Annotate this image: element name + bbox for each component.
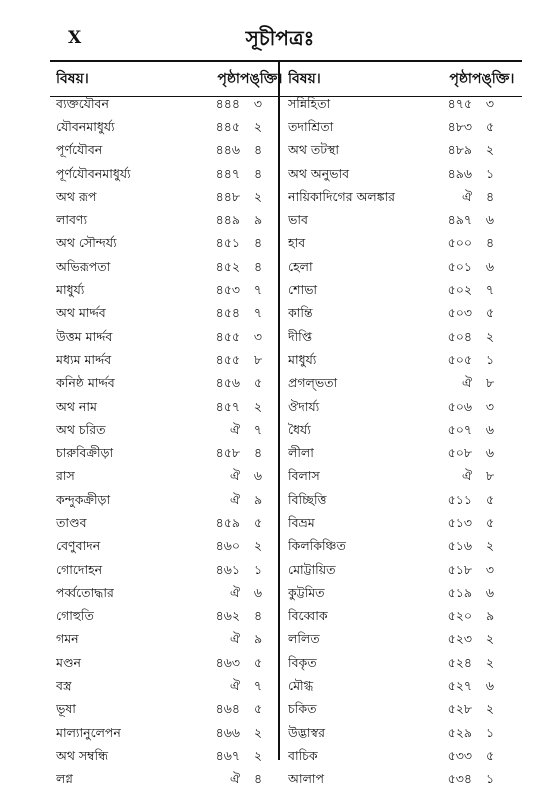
index-entry [288,187,512,210]
entry-line: ২ [253,747,263,763]
index-entry [56,234,280,257]
entry-subject: মণ্ডন [56,654,82,670]
entry-line: ২ [485,328,495,344]
entry-subject: ঔদার্য্য [288,398,320,414]
entry-subject: কনিষ্ঠ মার্দ্দব [56,375,115,391]
index-entry [288,490,512,513]
entry-subject: গমন [56,631,79,647]
entry-subject: রাস [56,468,75,484]
entry-page: ৪৫৫ [215,351,240,367]
entry-page: ৪৮৯ [447,142,472,158]
entry-subject: অথ অনুভাব [288,165,350,181]
entry-page: ৪৪৬ [215,142,240,158]
index-entry [288,537,512,560]
entry-page: ৪৫৬ [215,375,240,391]
entry-subject: লগ্ন [56,771,73,787]
page-title: সূচীপত্রঃ [245,26,315,50]
entry-line: ৭ [485,282,495,298]
entry-page: ৫০৬ [447,398,472,414]
entry-subject: বেণুবাদন [56,538,101,554]
index-entry [56,141,280,164]
entry-page: ৪৬৩ [215,654,240,670]
entry-line: ১ [485,165,495,181]
entry-page: ৫২৮ [447,701,472,717]
entry-line: ৯ [253,491,263,507]
entry-subject: কুট্টমিত [288,584,325,600]
entry-line: ২ [485,654,495,670]
entry-subject: শোভা [288,282,318,298]
entry-line: ৮ [485,468,495,484]
index-entry [56,187,280,210]
entry-page: ৪৮৩ [447,118,472,134]
entry-page: ৪৫৩ [215,282,240,298]
index-entry [56,653,280,676]
entry-page: ৪৪৪ [215,95,240,111]
entry-line: ৩ [253,328,263,344]
index-entry [288,513,512,536]
index-entry [56,676,280,699]
entry-page: ৫২৪ [447,654,472,670]
right-column [288,64,515,793]
entry-subject: ব্যক্তযৌবন [56,95,109,111]
entry-page: ৪৬১ [215,561,240,577]
entry-page: ৫১৬ [447,538,472,554]
entry-line: ৭ [253,305,263,321]
entry-page: ঐ [461,375,472,391]
entry-subject: সন্নিহিতা [288,95,331,111]
entry-line: ১ [485,724,495,740]
entry-subject: অথ সৌন্দর্য্য [56,235,117,251]
index-entry [288,141,512,164]
index-entry [56,700,280,723]
entry-subject: গোদোহন [56,561,103,577]
entry-page: ৫১৮ [447,561,472,577]
entry-line: ৪ [485,235,495,251]
entry-subject: মৌগ্ধ [288,678,314,694]
index-entry [288,770,512,793]
index-entry [56,513,280,536]
entry-page: ঐ [229,678,240,694]
entry-page: ৪৬৪ [215,701,240,717]
entry-subject: অথ তটস্থা [288,142,339,158]
entry-subject: উত্তম মার্দ্দব [56,328,113,344]
index-entry [56,374,280,397]
entry-subject: হাব [288,235,306,251]
entry-line: ৭ [253,421,263,437]
entry-page: ৪৫৫ [215,328,240,344]
index-entry [288,630,512,653]
index-entry [56,94,280,117]
entry-line: ৮ [253,351,263,367]
entry-page: ৪৫৭ [215,398,240,414]
entry-line: ৭ [253,282,263,298]
entry-line: ৬ [485,212,495,228]
entry-page: ৫১১ [447,491,472,507]
index-entry [288,467,512,490]
entry-line: ৫ [253,701,263,717]
entry-subject: চারুবিক্রীড়া [56,445,114,461]
entry-page: ৫৩৩ [447,747,472,763]
entry-page: ৪৪৮ [215,188,240,204]
subject-header: বিষয়। [56,71,89,87]
entry-line: ৫ [485,118,495,134]
entry-line: ২ [485,142,495,158]
entry-subject: যৌবনমাধুর্য্য [56,118,115,134]
index-entry [56,210,280,233]
entry-page: ৫০৫ [447,351,472,367]
entry-page: ঐ [229,771,240,787]
entry-line: ৯ [253,212,263,228]
index-entry [56,723,280,746]
index-entry [56,607,280,630]
left-entry-list [56,94,280,793]
line-header: পঙ্‌ক্তি। [240,71,283,87]
entry-subject: মাধুর্য্য [288,351,317,367]
entry-page: ৪৫৯ [215,514,240,530]
entry-page: ৫২০ [447,608,472,624]
entry-subject: বিব্বোক [288,608,328,624]
entry-subject: অথ চরিত [56,421,106,437]
entry-subject: অথ নাম [56,398,97,414]
entry-line: ২ [485,631,495,647]
entry-subject: তাণ্ডব [56,514,87,530]
column-header [56,64,283,94]
index-entry [288,280,512,303]
index-entry [56,304,280,327]
index-entry [56,420,280,443]
entry-line: ২ [253,398,263,414]
index-entry [288,746,512,769]
entry-line: ৫ [253,514,263,530]
page-header: পৃষ্ঠা [217,71,240,87]
entry-page: ৪৪৭ [215,165,240,181]
entry-subject: বিকৃত [288,654,317,670]
left-column [56,64,283,793]
entry-page: ৪৯৭ [447,212,472,228]
index-entry [288,350,512,373]
index-entry [56,443,280,466]
entry-line: ২ [485,538,495,554]
index-entry [56,560,280,583]
entry-subject: বিচ্ছিত্তি [288,491,327,507]
index-entry [56,537,280,560]
entry-subject: অথ মার্দ্দব [56,305,106,321]
entry-subject: উদ্ভাস্বর [288,724,326,740]
entry-subject: হেলা [288,258,313,274]
entry-page: ৪৭৫ [447,95,472,111]
entry-line: ৫ [253,375,263,391]
index-entry [56,350,280,373]
index-entry [56,490,280,513]
entry-line: ৪ [253,608,263,624]
index-entry [56,327,280,350]
entry-line: ৪ [253,258,263,274]
entry-line: ৪ [485,188,495,204]
entry-subject: অভিরূপতা [56,258,111,274]
entry-line: ৬ [253,584,263,600]
entry-line: ৬ [485,678,495,694]
index-entry [56,770,280,793]
entry-line: ৩ [485,398,495,414]
entry-page: ৫২৩ [447,631,472,647]
entry-line: ৪ [253,235,263,251]
entry-line: ২ [253,188,263,204]
entry-page: ঐ [461,468,472,484]
index-entry [288,397,512,420]
entry-page: ৪৬০ [215,538,240,554]
entry-page: ৫০১ [447,258,472,274]
index-entry [288,210,512,233]
entry-line: ১ [485,351,495,367]
entry-line: ৬ [485,421,495,437]
entry-line: ৮ [485,375,495,391]
index-entry [288,583,512,606]
entry-line: ৪ [253,445,263,461]
entry-line: ২ [485,701,495,717]
index-entry [288,327,512,350]
entry-page: ৪৬৬ [215,724,240,740]
subject-header: বিষয়। [288,71,321,87]
entry-subject: লাবণ্য [56,212,88,228]
entry-page: ঐ [229,468,240,484]
entry-subject: পর্ব্বতোদ্ধার [56,584,114,600]
entry-page: ৫০৪ [447,328,472,344]
index-entry [288,94,512,117]
entry-subject: আলাপ [288,771,325,787]
entry-line: ৩ [485,95,495,111]
entry-subject: ললিত [288,631,320,647]
entry-line: ৬ [485,584,495,600]
index-entry [56,583,280,606]
entry-subject: ভাব [288,212,308,228]
index-entry [288,607,512,630]
entry-subject: পূর্ণযৌবনমাধুর্য্য [56,165,131,181]
right-entry-list [288,94,512,793]
entry-line: ৩ [485,561,495,577]
entry-page: ৪৬২ [215,608,240,624]
entry-subject: মধ্যম মার্দ্দব [56,351,112,367]
index-entry [56,467,280,490]
entry-line: ৯ [253,631,263,647]
entry-page: ৪৫১ [215,235,240,251]
index-entry [56,630,280,653]
entry-subject: বিলাস [288,468,320,484]
entry-line: ৭ [253,678,263,694]
entry-line: ৪ [253,165,263,181]
entry-page: ৪৪৯ [215,212,240,228]
entry-subject: বাচিক [288,747,318,763]
entry-page: ৪৬৭ [215,747,240,763]
entry-page: ৪৪৫ [215,118,240,134]
index-entry [288,374,512,397]
entry-subject: দীপ্তি [288,328,312,344]
index-entry [56,257,280,280]
entry-subject: নায়িকাদিগের অলঙ্কার [288,188,396,204]
entry-line: ৪ [253,142,263,158]
index-entry [288,257,512,280]
index-entry [288,676,512,699]
index-entry [288,164,512,187]
entry-subject: কিলকিঞ্চিত [288,538,346,554]
entry-line: ১ [485,771,495,787]
entry-line: ৫ [485,491,495,507]
entry-page: ৫১৯ [447,584,472,600]
entry-line: ২ [253,538,263,554]
entry-page: ৫০৩ [447,305,472,321]
entry-line: ৫ [485,305,495,321]
entry-page: ঐ [229,421,240,437]
entry-subject: গোহুতি [56,608,94,624]
index-entry [288,234,512,257]
entry-page: ৪৫৮ [215,445,240,461]
entry-page: ৪৯৬ [447,165,472,181]
entry-subject: কান্তি [288,305,313,321]
entry-subject: লীলা [288,445,314,461]
entry-line: ৩ [253,95,263,111]
entry-page: ৪৫২ [215,258,240,274]
index-entry [288,560,512,583]
index-entry [288,443,512,466]
entry-subject: ধৈর্য্য [288,421,311,437]
entry-page: ঐ [229,491,240,507]
entry-subject: বিভ্রম [288,514,315,530]
entry-page: ঐ [461,188,472,204]
index-entry [288,700,512,723]
entry-line: ৬ [485,258,495,274]
entry-line: ৬ [253,468,263,484]
entry-line: ৪ [253,771,263,787]
entry-subject: কন্দুকক্রীড়া [56,491,111,507]
entry-line: ১ [253,561,263,577]
entry-subject: মোট্টায়িত [288,561,336,577]
entry-page: ঐ [229,631,240,647]
index-entry [56,397,280,420]
index-entry [56,746,280,769]
entry-page: ৫০৮ [447,445,472,461]
index-entry [288,723,512,746]
entry-page: ৫০৭ [447,421,472,437]
entry-subject: ভূষা [56,701,76,717]
index-entry [288,117,512,140]
entry-line: ৫ [485,514,495,530]
entry-page: ৫০০ [447,235,472,251]
entry-subject: অথ সম্বন্ধি [56,747,108,763]
entry-subject: তদাশ্রিতা [288,118,334,134]
index-entry [56,117,280,140]
entry-line: ৬ [485,445,495,461]
entry-page: ৫১৩ [447,514,472,530]
column-header [288,64,515,94]
entry-subject: মাল্যানুলেপন [56,724,121,740]
top-rule [50,60,522,62]
entry-page: ৫৩৪ [447,771,472,787]
entry-line: ৫ [485,747,495,763]
index-entry [288,653,512,676]
page-number: X [68,28,82,48]
entry-subject: অথ রূপ [56,188,97,204]
line-header: পঙ্‌ক্তি। [472,71,515,87]
entry-subject: মাধুর্য্য [56,282,85,298]
entry-line: ২ [253,724,263,740]
entry-line: ৫ [253,654,263,670]
index-entry [56,164,280,187]
entry-subject: বস্ত্র [56,678,72,694]
index-entry [288,420,512,443]
page-header: পৃষ্ঠা [449,71,472,87]
entry-page: ঐ [229,584,240,600]
index-entry [288,304,512,327]
entry-page: ৫২৭ [447,678,472,694]
entry-subject: চকিত [288,701,317,717]
entry-subject: পূর্ণযৌবন [56,142,103,158]
entry-page: ৪৫৪ [215,305,240,321]
entry-line: ২ [253,118,263,134]
entry-page: ৫০২ [447,282,472,298]
entry-line: ৯ [485,608,495,624]
index-entry [56,280,280,303]
entry-subject: প্রগল্ভতা [288,375,338,391]
entry-page: ৫২৯ [447,724,472,740]
